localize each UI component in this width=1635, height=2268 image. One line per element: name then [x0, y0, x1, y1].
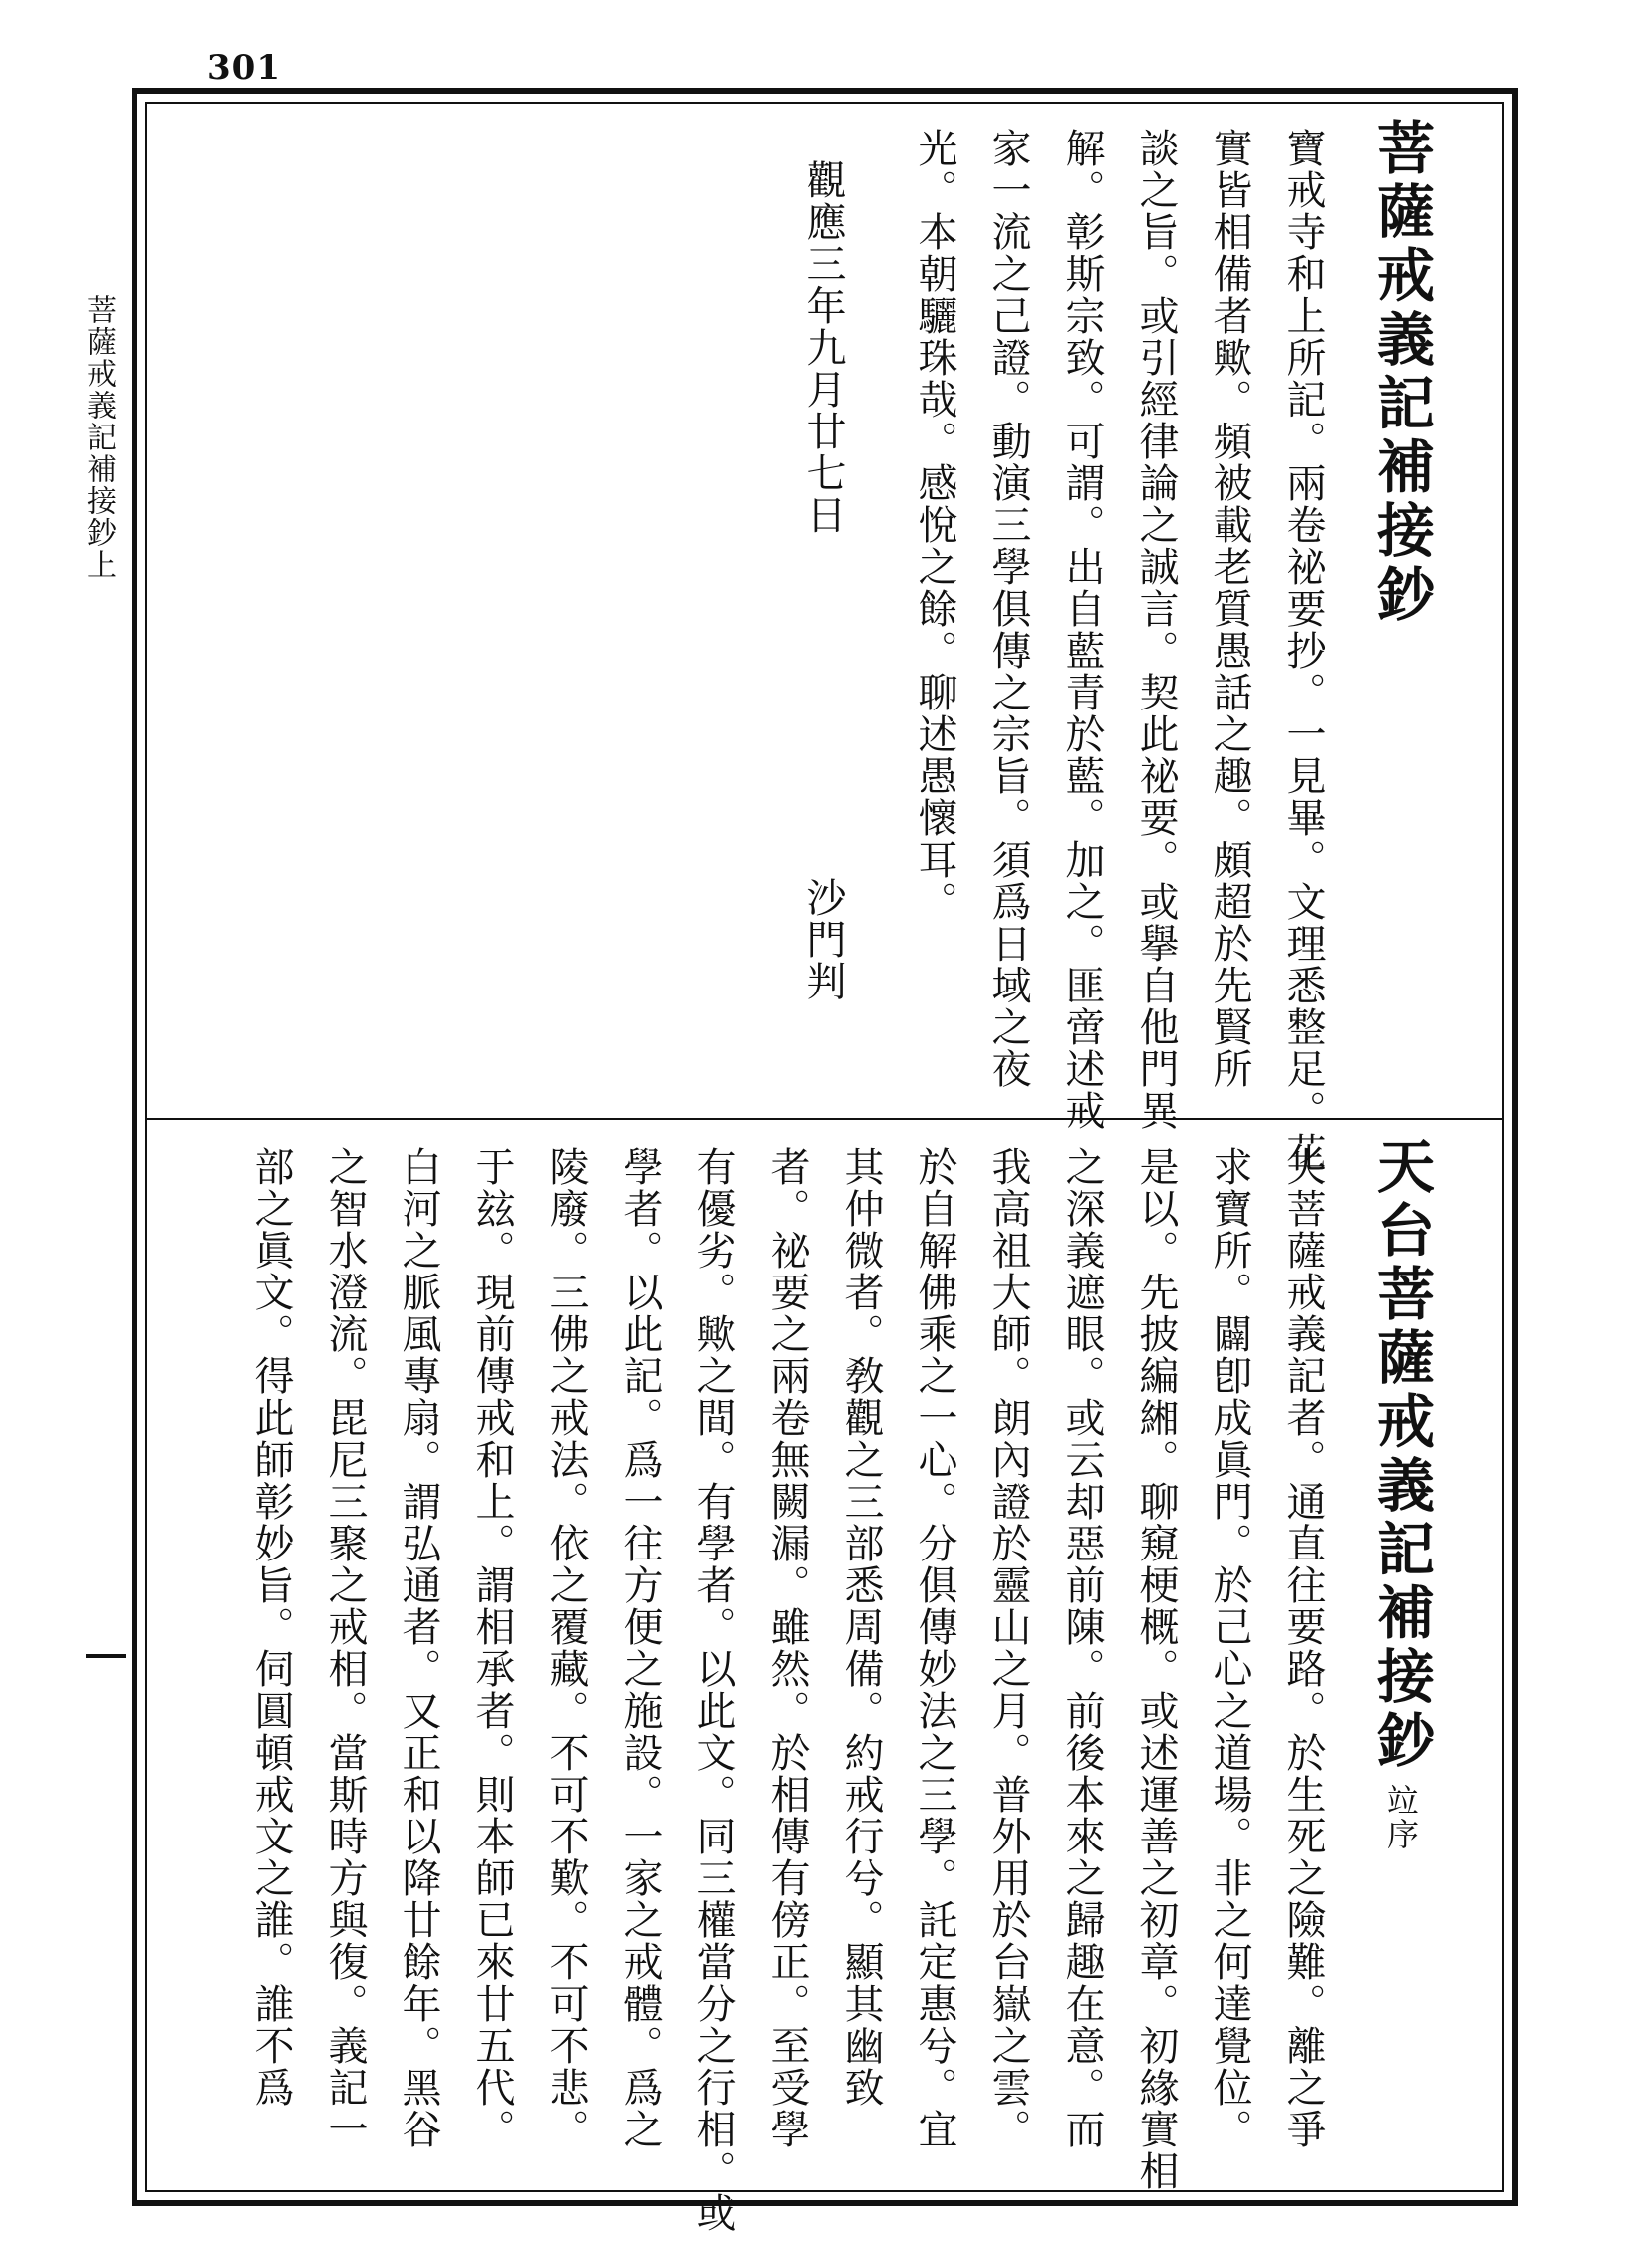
- upper-line-2: 實皆相備者歟。頻被載老質愚話之趣。頗超於先賢所: [1207, 128, 1252, 1090]
- lower-line-9: 有優劣。歟之間。有學者。以此文。同三權當分之行相。或: [690, 1146, 736, 2234]
- lower-line-5: 我高祖大師。朗內證於靈山之月。普外用於台嶽之雲。: [985, 1146, 1031, 2150]
- lower-line-14: 之智水澄流。毘尼三聚之戒相。當斯時方與復。義記一: [322, 1146, 368, 2150]
- upper-signature: 沙門判: [800, 877, 846, 1002]
- lower-line-12: 于玆。現前傳戒和上。謂相承者。則本師已來廿五代。: [469, 1146, 515, 2150]
- page-number: 301: [207, 48, 281, 88]
- upper-line-6: 光。本朝驪珠哉。感悅之餘。聊述愚懷耳。: [912, 128, 957, 923]
- upper-line-3: 談之旨。或引經律論之誠言。契此祕要。或擧自他門異: [1133, 128, 1179, 1132]
- upper-title: 菩薩戒義記補接鈔: [1367, 118, 1435, 628]
- lower-line-1: 夫菩薩戒義記者。通直往要路。於生死之險難。離之爭: [1280, 1146, 1326, 2150]
- running-title: 菩薩戒義記補接鈔上: [81, 294, 116, 581]
- lower-line-6: 於自解佛乘之一心。分俱傳妙法之三學。託定惠兮。宜: [912, 1146, 957, 2150]
- upper-line-5: 家一流之己證。動演三學俱傳之宗旨。須爲日域之夜: [985, 128, 1031, 1090]
- upper-date: 觀應三年九月廿七日: [800, 159, 846, 536]
- lower-title: 天台菩薩戒義記補接鈔: [1367, 1136, 1435, 1774]
- lower-line-10: 學者。以此記。爲一往方便之施設。一家之戒體。爲之: [617, 1146, 663, 2150]
- lower-line-15: 部之眞文。得此師彰妙旨。伺圓頓戒文之誰。誰不爲: [248, 1146, 294, 2109]
- lower-line-4: 之深義遮眼。或云却惡前陳。前後本來之歸趣在意。而: [1059, 1146, 1105, 2150]
- lower-line-11: 陵廢。三佛之戒法。依之覆藏。不可不歎。不可不悲。: [543, 1146, 589, 2150]
- lower-title-note: 竝序: [1382, 1784, 1420, 1851]
- lower-line-7: 其仲微者。敎觀之三部悉周備。約戒行兮。顯其幽致: [838, 1146, 884, 2109]
- lower-line-2: 求寶所。闢卽成眞門。於己心之道場。非之何達覺位。: [1207, 1146, 1252, 2150]
- folio-mark: [86, 1654, 126, 1658]
- upper-line-4: 解。彰斯宗致。可謂。出自藍青於藍。加之。匪啻述戒: [1059, 128, 1105, 1132]
- lower-line-13: 白河之脈風專扇。謂弘通者。又正和以降廿餘年。黑谷: [396, 1146, 441, 2150]
- lower-line-8: 者。祕要之兩卷無闕漏。雖然。於相傳有傍正。至受學: [764, 1146, 810, 2150]
- upper-line-1: 寶戒寺和上所記。兩卷祕要抄。一見畢。文理悉整足。花: [1280, 128, 1326, 1174]
- lower-line-3: 是以。先披編緗。聊窺梗概。或述運善之初章。初緣實相: [1133, 1146, 1179, 2192]
